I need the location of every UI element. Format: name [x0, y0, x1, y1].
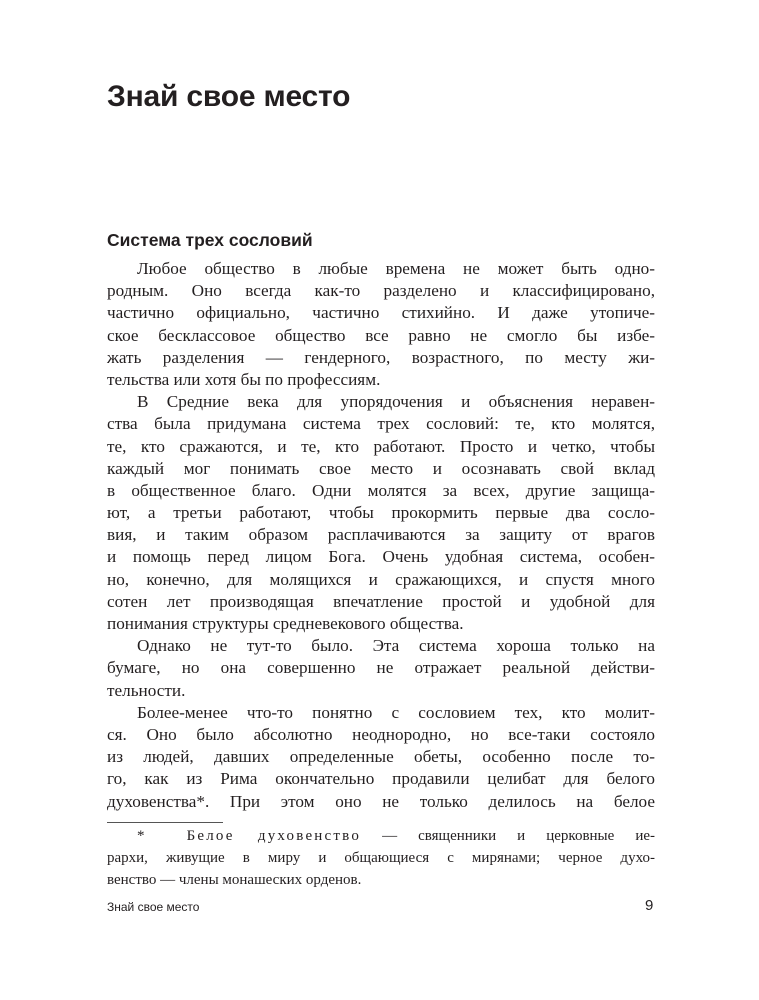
paragraph [107, 702, 655, 813]
text-line: Любое общество в любые времена не может быть одно- [137, 259, 655, 278]
paragraph [107, 391, 655, 635]
page-number: 9 [645, 897, 654, 914]
text-line: го, как из Рима окончательно продавили целибат для белого [107, 769, 655, 789]
footnote-line: рархи, живущие в миру и общающиеся с мирянами; черное духо- [107, 850, 655, 866]
footnote-marker: * [137, 828, 145, 844]
text-line: вия, и таким образом расплачиваются за защиту от врагов [107, 525, 655, 545]
text-line: сотен лет производящая впечатление простой и удобной для [107, 591, 655, 611]
text-line: из людей, давших определенные обеты, особенно после то- [107, 747, 655, 767]
text-line: ся. Оно было абсолютно неоднородно, но все-таки состояло [107, 724, 655, 744]
text-line: в общественное благо. Одни молятся за всех, другие защища- [107, 480, 655, 500]
body-text [107, 258, 655, 813]
text-line: но, конечно, для молящихся и сражающихся, и спустя много [107, 569, 655, 589]
text-line: и помощь перед лицом Бога. Очень удобная система, особен- [107, 547, 655, 567]
text-line: В Средние века для упорядочения и объяснения неравен- [137, 392, 655, 412]
text-line: родным. Оно всегда как-то разделено и классифицировано, [107, 281, 655, 301]
text-line: тельства или хотя бы по профессиям. [107, 369, 381, 389]
text-line: духовенства*. При этом оно не только делилось на белое [107, 791, 655, 811]
paragraph [107, 635, 655, 702]
footnote-divider [107, 822, 223, 823]
text-line: ства была придумана система трех сословий: те, кто молятся, [107, 414, 655, 434]
text-line: Более-менее что-то понятно с сословием тех, кто молит- [137, 702, 655, 722]
text-line: Однако не тут-то было. Эта система хороша только на [137, 636, 655, 656]
text-line: те, кто сражаются, и те, кто работают. Просто и четко, чтобы [107, 436, 655, 456]
footnote [107, 825, 655, 891]
text-line: бумаге, но она совершенно не отражает реальной действи- [107, 658, 655, 678]
text-line: частично официально, частично стихийно. И даже утопиче- [107, 303, 655, 323]
text-line: жать разделения — гендерного, возрастного, по месту жи- [107, 347, 655, 367]
footnote-term: Белое духовенство [186, 828, 362, 844]
footnote-line: венство — члены монашеских орденов. [107, 872, 362, 888]
text-line: каждый мог понимать свое место и осознавать свой вклад [107, 458, 655, 478]
paragraph [107, 258, 655, 391]
text-line: ское бесклассовое общество все равно не смогло бы избе- [107, 325, 655, 345]
chapter-title: Знай свое место [107, 80, 351, 113]
text-line: ют, а третьи работают, чтобы прокормить первые два сосло- [107, 503, 655, 523]
text-line: тельности. [107, 680, 186, 700]
footnote-text: — священники и церковные ие- [382, 828, 655, 844]
footnote-line [107, 825, 655, 847]
running-footer-title: Знай свое место [107, 900, 200, 914]
section-heading: Система трех сословий [107, 230, 313, 250]
text-line: понимания структуры средневекового общества. [107, 614, 464, 633]
